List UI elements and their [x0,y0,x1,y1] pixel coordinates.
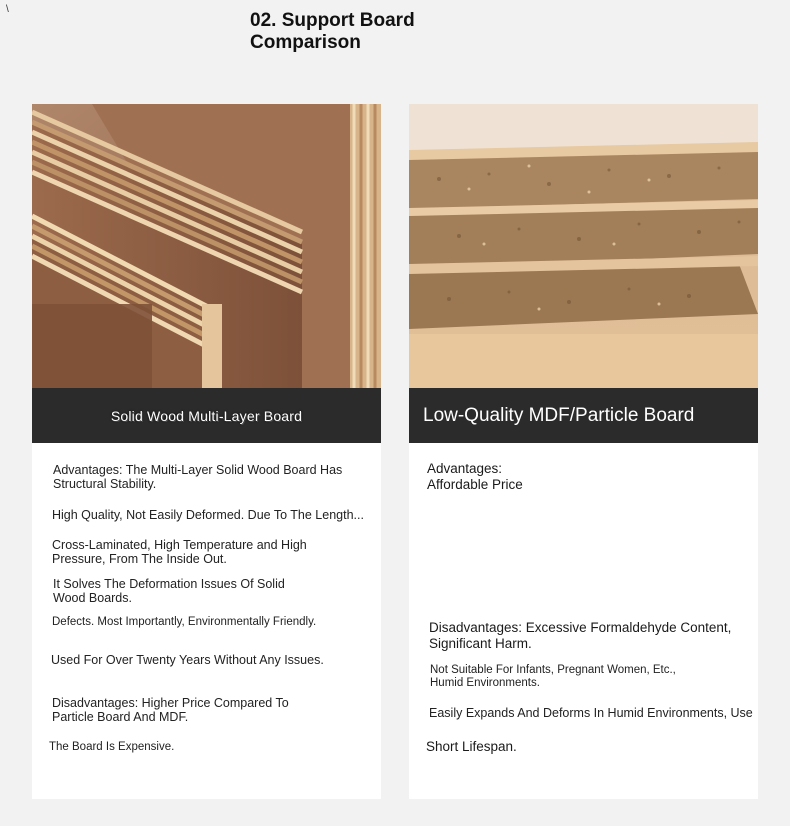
plywood-caption-text: Solid Wood Multi-Layer Board [110,407,303,424]
particle-board-caption-text: Low-Quality MDF/Particle Board [423,404,695,426]
plywood-photo [32,104,381,388]
page-title-line-1: 02. Support Board [250,10,415,31]
page-title-line-2: Comparison [250,32,361,53]
particle-short-lifespan: Short Lifespan. [426,739,517,754]
particle-board-card [409,104,758,799]
plywood-deformation: It Solves The Deformation Issues Of Solid Wood Boards. [53,577,285,605]
plywood-eco: Defects. Most Importantly, Environmentally Friendly. [52,616,317,628]
particle-board-photo [409,104,758,388]
plywood-caption [32,388,381,443]
plywood-expensive: The Board Is Expensive. [49,741,175,753]
particle-board-caption [409,388,758,443]
plywood-quality: High Quality, Not Easily Deformed. Due To The Length... [52,508,364,522]
particle-expands: Easily Expands And Deforms In Humid Environments, Use [429,706,753,720]
particle-not-suitable: Not Suitable For Infants, Pregnant Women, Etc., Humid Environments. [430,664,676,689]
plywood-cross-laminated: Cross-Laminated, High Temperature and High Pressure, From The Inside Out. [52,538,307,566]
plywood-twenty-years: Used For Over Twenty Years Without Any Issues. [51,653,324,667]
plywood-card [32,104,381,799]
particle-advantages-value: Affordable Price [427,477,523,492]
page-title [250,10,490,54]
particle-advantages-label: Advantages: [427,461,503,476]
particle-disadvantages: Disadvantages: Excessive Formaldehyde Content, Significant Harm. [429,620,732,651]
plywood-disadvantages: Disadvantages: Higher Price Compared To Particle Board And MDF. [52,696,289,724]
particle-advantages [427,461,627,493]
plywood-advantages: Advantages: The Multi-Layer Solid Wood Board Has Structural Stability. [53,463,343,491]
corner-mark: \ [6,4,9,15]
